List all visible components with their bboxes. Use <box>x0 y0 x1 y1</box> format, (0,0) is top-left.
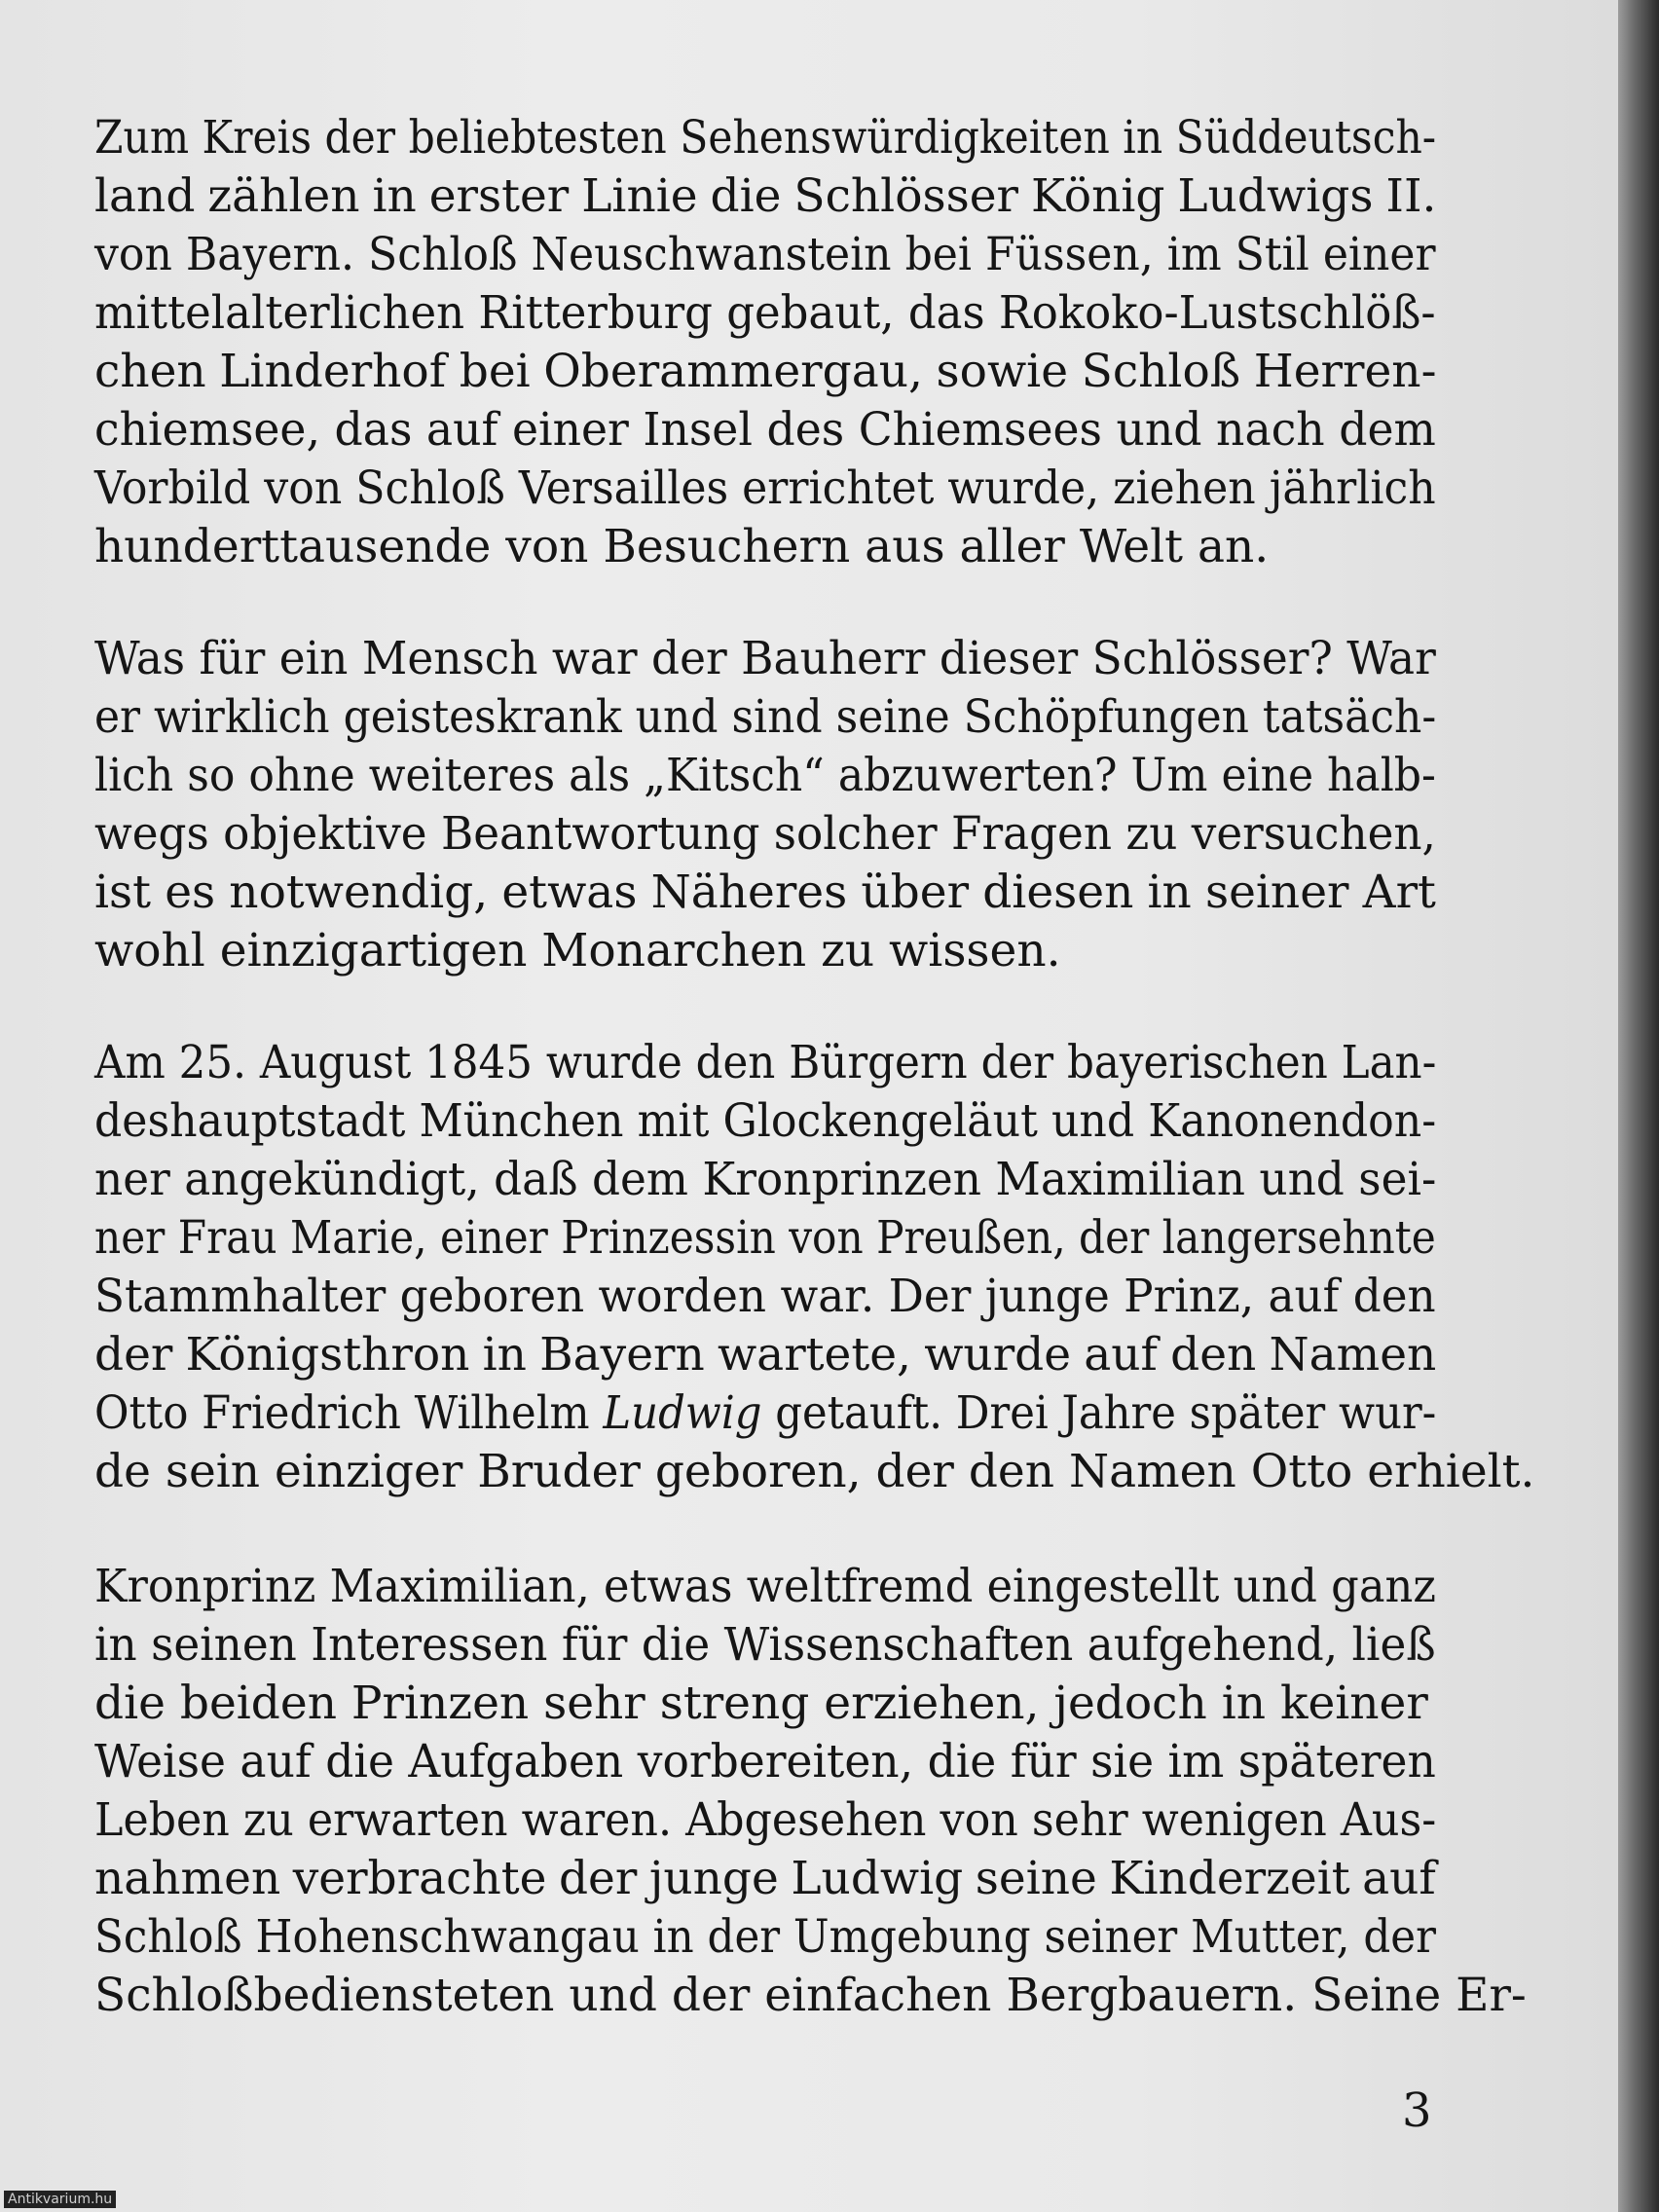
text-line: Am 25. August 1845 wurde den Bürgern der bayerischen Lan- <box>94 1036 1437 1089</box>
italic-name: Ludwig <box>603 1386 762 1440</box>
text-line: ner angekündigt, daß dem Kronprinzen Maximilian und sei- <box>94 1153 1437 1206</box>
book-spine-shadow <box>1618 0 1659 2212</box>
text-segment: Otto Friedrich Wilhelm <box>94 1386 604 1440</box>
text-line: wegs objektive Beantwortung solcher Fragen zu versuchen, <box>94 807 1436 861</box>
text-line: chen Linderhof bei Oberammergau, sowie Schloß Herren- <box>94 345 1437 398</box>
text-line: der Königsthron in Bayern wartete, wurde auf den Namen <box>94 1328 1437 1382</box>
text-line: chiemsee, das auf einer Insel des Chiemsees und nach dem <box>94 403 1436 457</box>
text-line: in seinen Interessen für die Wissenschaften aufgehend, ließ <box>94 1618 1436 1672</box>
paragraph-3 <box>94 1034 1535 1501</box>
text-line: mittelalterlichen Ritterburg gebaut, das Rokoko-Lustschlöß- <box>94 286 1436 340</box>
text-line: lich so ohne weiteres als „Kitsch“ abzuwerten? Um eine halb- <box>94 749 1436 802</box>
text-line: deshauptstadt München mit Glockengeläut und Kanonendon- <box>94 1094 1437 1148</box>
paragraph-4 <box>94 1558 1527 2025</box>
paragraph-gap <box>94 980 1436 1034</box>
text-line: Schloß Hohenschwangau in der Umgebung seiner Mutter, der <box>94 1910 1436 1964</box>
page-number: 3 <box>1402 2083 1432 2138</box>
text-line: land zählen in erster Linie die Schlösser König Ludwigs II. <box>94 169 1437 223</box>
text-line: Vorbild von Schloß Versailles errichtet wurde, ziehen jährlich <box>94 461 1436 515</box>
text-line: von Bayern. Schloß Neuschwanstein bei Füssen, im Stil einer <box>94 228 1436 281</box>
text-line: Weise auf die Aufgaben vorbereiten, die für sie im späteren <box>94 1735 1436 1788</box>
paragraph-1 <box>94 109 1436 576</box>
text-line: Kronprinz Maximilian, etwas weltfremd eingestellt und ganz <box>94 1560 1436 1613</box>
text-line: wohl einzigartigen Monarchen zu wissen. <box>94 924 1061 977</box>
text-line: nahmen verbrachte der junge Ludwig seine Kinderzeit auf <box>94 1852 1436 1905</box>
paragraph-2 <box>94 630 1436 980</box>
text-line: Zum Kreis der beliebtesten Sehenswürdigkeiten in Süddeutsch- <box>94 111 1437 165</box>
text-line: Was für ein Mensch war der Bauherr dieser Schlösser? War <box>94 632 1436 685</box>
text-line: hunderttausende von Besuchern aus aller Welt an. <box>94 520 1270 573</box>
paragraph-gap <box>94 1501 1436 1558</box>
text-segment: getauft. Drei Jahre später wur- <box>761 1386 1437 1440</box>
text-line: Stammhalter geboren worden war. Der junge Prinz, auf den <box>94 1270 1436 1323</box>
body-text <box>94 109 1535 2025</box>
text-line: er wirklich geisteskrank und sind seine Schöpfungen tatsäch- <box>94 690 1437 744</box>
text-line: Leben zu erwarten waren. Abgesehen von sehr wenigen Aus- <box>94 1793 1437 1847</box>
text-line: de sein einziger Bruder geboren, der den Namen Otto erhielt. <box>94 1445 1535 1498</box>
text-line-mixed <box>94 1384 1437 1443</box>
text-line: ist es notwendig, etwas Näheres über diesen in seiner Art <box>94 866 1436 919</box>
text-line: ner Frau Marie, einer Prinzessin von Preußen, der langersehnte <box>94 1211 1436 1265</box>
watermark: Antikvarium.hu <box>4 2191 116 2208</box>
text-line: die beiden Prinzen sehr streng erziehen, jedoch in keiner <box>94 1677 1428 1730</box>
text-line: Schloßbediensteten und der einfachen Bergbauern. Seine Er- <box>94 1969 1527 2022</box>
paragraph-gap <box>94 576 1436 630</box>
